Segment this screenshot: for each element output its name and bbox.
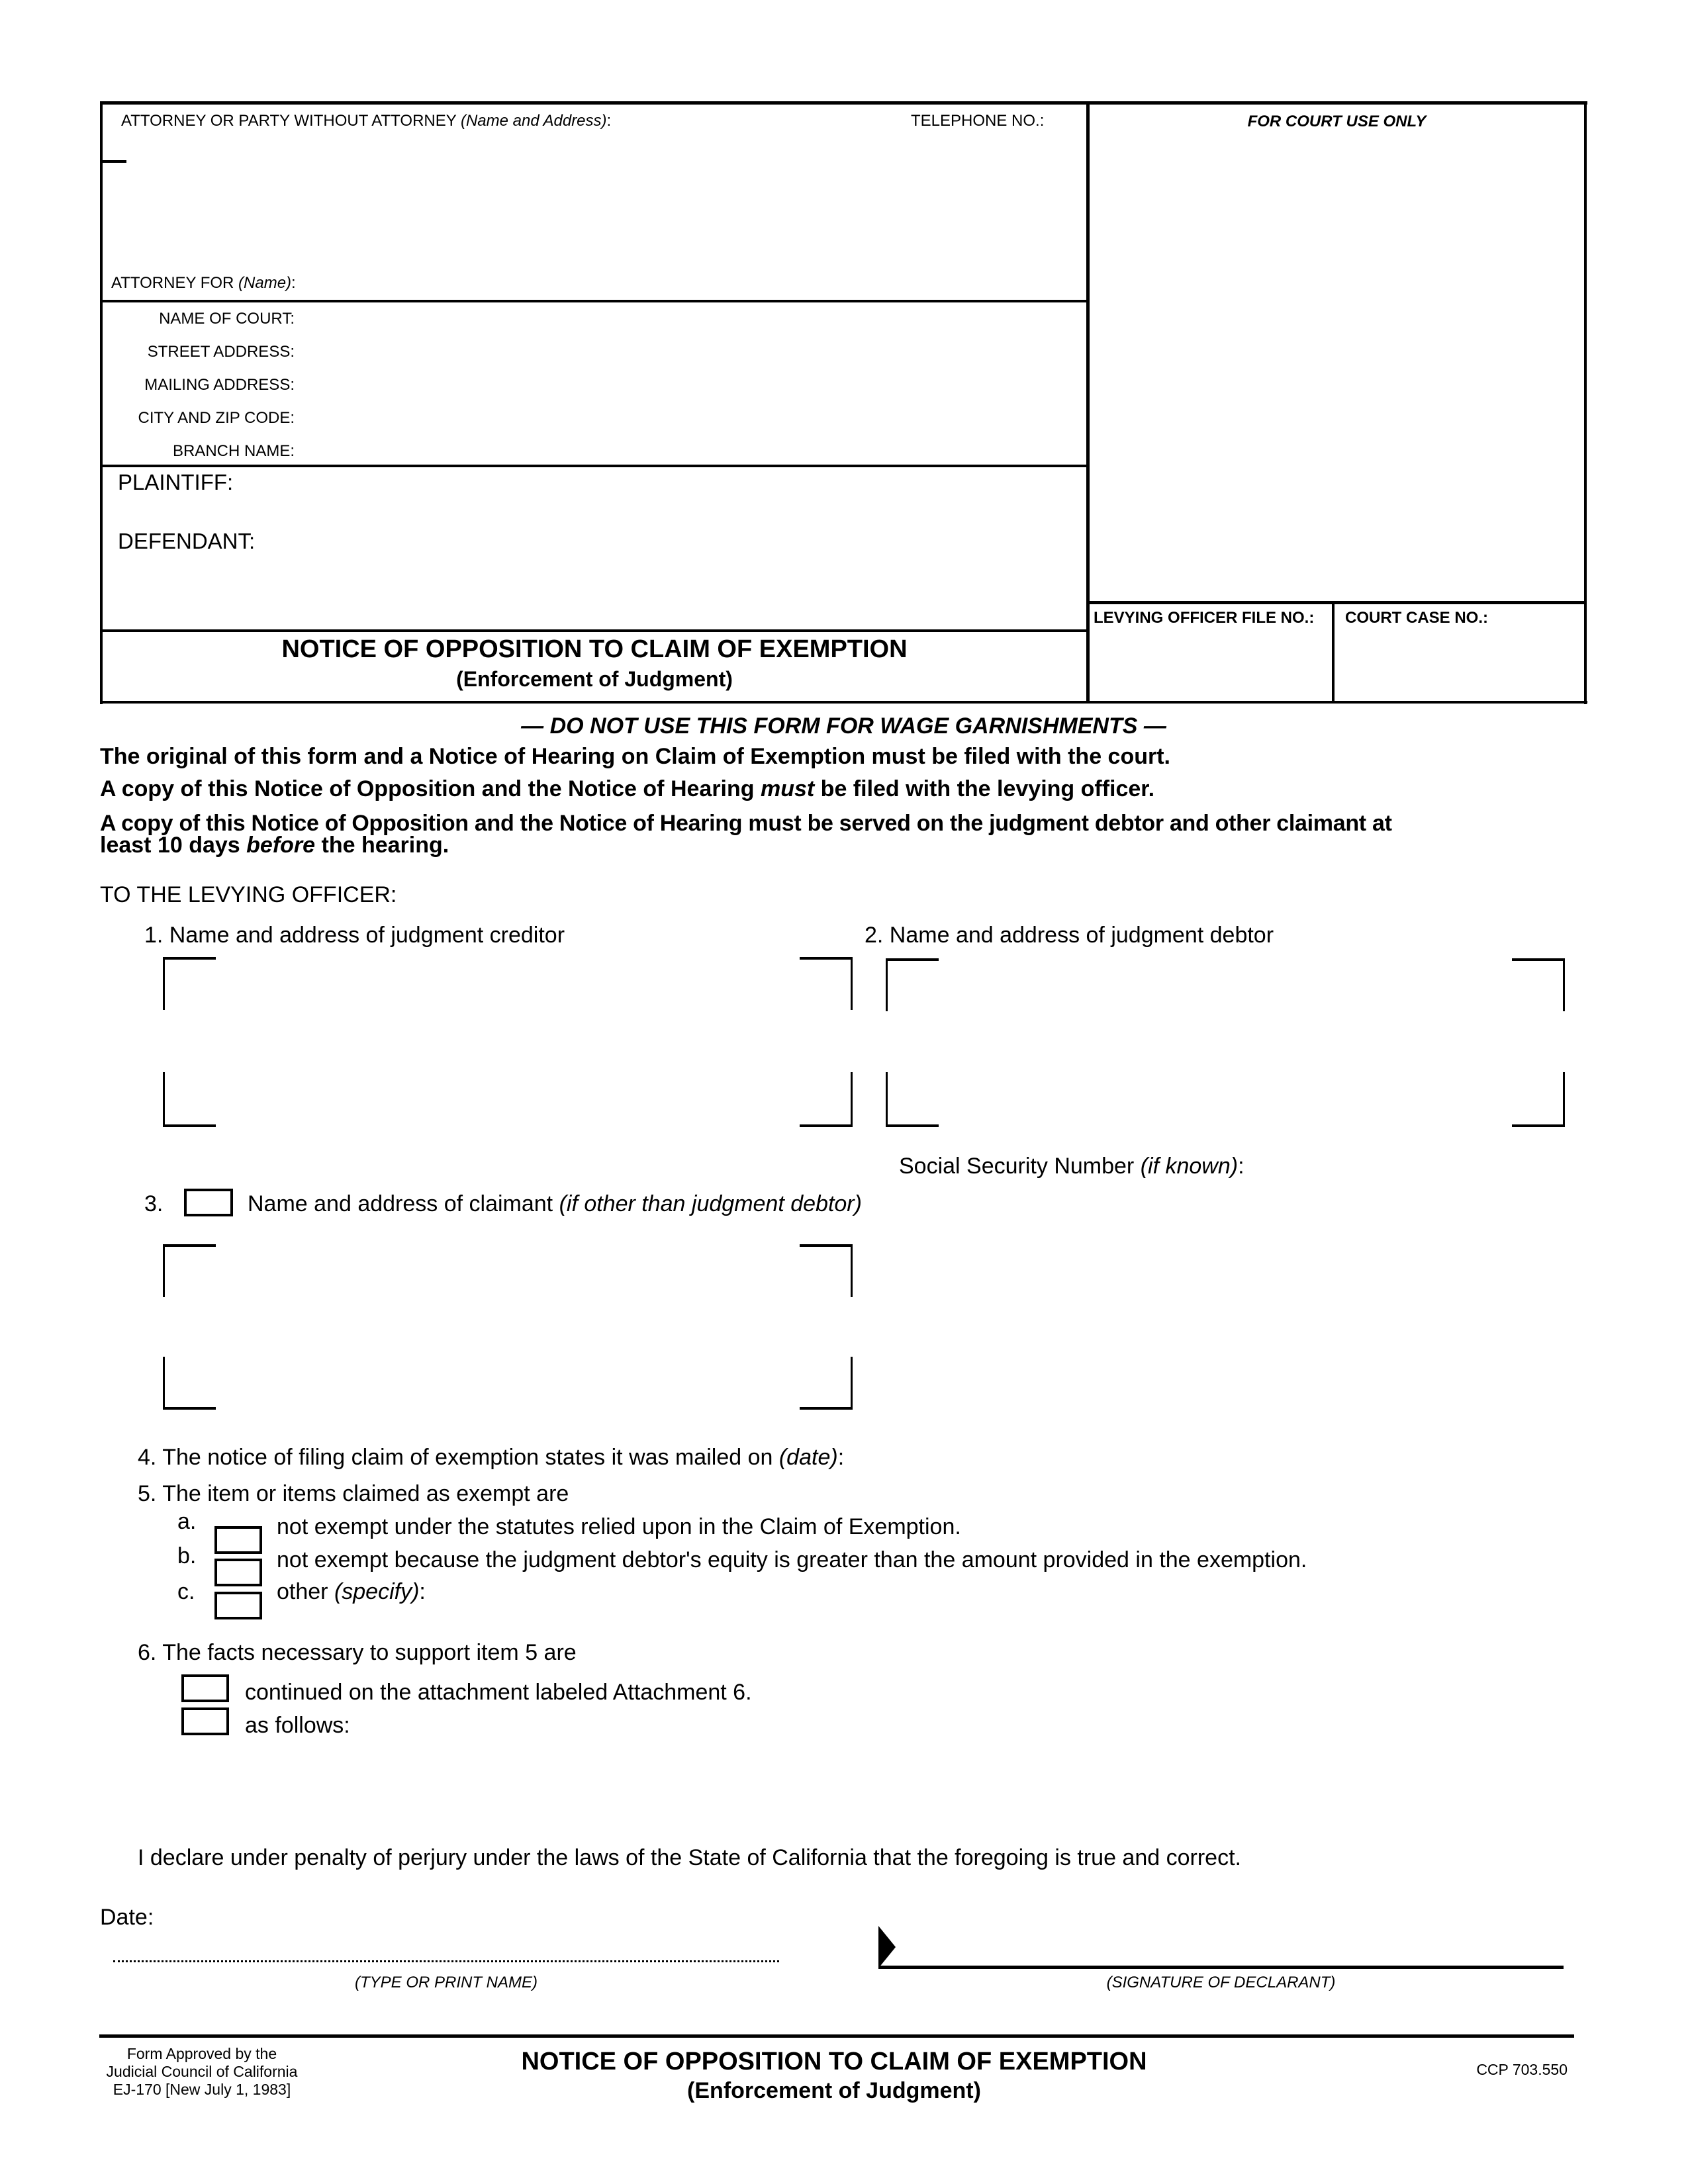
item-4-label: 4. The notice of filing claim of exemption states it was mailed on (date): — [138, 1445, 845, 1470]
court-street-label: STREET ADDRESS: — [147, 343, 295, 361]
item-1-label: 1. Name and address of judgment creditor — [144, 923, 565, 948]
court-use-only-label: FOR COURT USE ONLY — [1247, 113, 1427, 130]
form-title: NOTICE OF OPPOSITION TO CLAIM OF EXEMPTION — [281, 635, 908, 663]
item-6-label: 6. The facts necessary to support item 5 are — [138, 1640, 577, 1665]
footer-code: CCP 703.550 — [1476, 2061, 1568, 2078]
defendant-field[interactable] — [258, 528, 1075, 556]
row-divider-attorney — [100, 300, 1088, 302]
item-3-checkbox[interactable] — [184, 1189, 233, 1216]
debtor-address-field[interactable] — [902, 970, 1550, 1118]
frame-left — [100, 101, 103, 704]
print-name-field[interactable] — [113, 1931, 782, 1960]
date-field[interactable] — [165, 1902, 565, 1930]
wage-garnishment-warning: — DO NOT USE THIS FORM FOR WAGE GARNISHMENTS — — [521, 713, 1166, 739]
instruction-line-3b: least 10 days before the hearing. — [100, 833, 449, 858]
row-divider-file-no — [1086, 601, 1587, 604]
attorney-label: ATTORNEY OR PARTY WITHOUT ATTORNEY (Name and Address): — [121, 112, 612, 130]
item-3-number: 3. — [144, 1191, 164, 1216]
court-name-field[interactable] — [305, 308, 1075, 331]
signature-arrow-icon — [878, 1926, 896, 1968]
ssn-label: Social Security Number (if known): — [899, 1154, 1244, 1179]
item-5a-text: not exempt under the statutes relied upon in the Claim of Exemption. — [277, 1514, 961, 1539]
court-city-zip-field[interactable] — [305, 408, 1075, 430]
court-branch-label: BRANCH NAME: — [172, 442, 295, 460]
row-divider-parties — [100, 629, 1088, 632]
mailed-date-field[interactable] — [927, 1443, 1327, 1471]
defendant-label: DEFENDANT: — [118, 529, 256, 553]
item-5c-letter: c. — [177, 1579, 195, 1604]
item-2-label: 2. Name and address of judgment debtor — [865, 923, 1274, 948]
date-label: Date: — [100, 1905, 154, 1930]
item-5c-text: other (specify): — [277, 1579, 426, 1604]
file-no-divider — [1332, 601, 1335, 704]
footer-rule — [99, 2034, 1574, 2038]
signature-caption: (SIGNATURE OF DECLARANT) — [1106, 1974, 1336, 1991]
item-6-as-follows-text: as follows: — [245, 1713, 350, 1738]
instruction-line-3a: A copy of this Notice of Opposition and the Notice of Hearing must be served on the judgment debtor and other claimant at — [100, 811, 1392, 836]
print-name-line — [113, 1960, 779, 1962]
attorney-name-address-field[interactable] — [132, 165, 1062, 267]
item-6-attachment-checkbox[interactable] — [181, 1674, 229, 1702]
court-case-label: COURT CASE NO.: — [1345, 609, 1488, 627]
instruction-line-2: A copy of this Notice of Opposition and the Notice of Hearing must be filed with the levying officer. — [100, 776, 1155, 801]
attorney-for-label: ATTORNEY FOR (Name): — [111, 274, 296, 292]
frame-right — [1584, 101, 1587, 704]
item-6-as-follows-checkbox[interactable] — [181, 1707, 229, 1735]
court-mailing-label: MAILING ADDRESS: — [144, 376, 295, 394]
signature-line — [878, 1966, 1564, 1969]
row-divider-court — [100, 465, 1088, 467]
creditor-address-field[interactable] — [179, 970, 837, 1118]
court-case-field[interactable] — [1342, 635, 1580, 663]
item-5b-text: not exempt because the judgment debtor's equity is greater than the amount provided in the exemption. — [277, 1547, 1307, 1572]
column-divider — [1086, 101, 1090, 704]
court-name-label: NAME OF COURT: — [159, 310, 295, 328]
footer-approved-line-2: Judicial Council of California — [106, 2063, 298, 2080]
footer-subtitle: (Enforcement of Judgment) — [687, 2078, 981, 2103]
attorney-for-field[interactable] — [311, 270, 1075, 295]
court-mailing-field[interactable] — [305, 375, 1075, 397]
levying-officer-file-field[interactable] — [1094, 635, 1328, 663]
frame-bottom — [100, 701, 1587, 704]
tick-mark — [101, 160, 126, 163]
levying-officer-file-label: LEVYING OFFICER FILE NO.: — [1094, 609, 1315, 627]
item-5-label: 5. The item or items claimed as exempt are — [138, 1481, 569, 1506]
item-5b-letter: b. — [177, 1543, 197, 1569]
telephone-label: TELEPHONE NO.: — [911, 112, 1045, 130]
claimant-address-field[interactable] — [179, 1257, 837, 1399]
plaintiff-field[interactable] — [238, 470, 1075, 498]
print-name-caption: (TYPE OR PRINT NAME) — [354, 1974, 538, 1991]
footer-title: NOTICE OF OPPOSITION TO CLAIM OF EXEMPTION — [521, 2048, 1147, 2075]
item-5b-checkbox[interactable] — [214, 1559, 262, 1586]
item-6-facts-field[interactable] — [371, 1711, 1552, 1833]
item-6-attachment-text: continued on the attachment labeled Attachment 6. — [245, 1680, 752, 1705]
court-street-field[interactable] — [305, 341, 1075, 364]
form-subtitle: (Enforcement of Judgment) — [456, 667, 733, 691]
item-5c-specify-field[interactable] — [450, 1578, 1545, 1606]
footer-approved-line-1: Form Approved by the — [126, 2045, 277, 2062]
to-levying-officer-label: TO THE LEVYING OFFICER: — [100, 882, 397, 907]
frame-top — [100, 101, 1587, 105]
signature-field[interactable] — [907, 1931, 1565, 1964]
court-branch-field[interactable] — [305, 441, 1075, 463]
item-5a-letter: a. — [177, 1509, 197, 1534]
instruction-line-1: The original of this form and a Notice of Hearing on Claim of Exemption must be filed with the court. — [100, 744, 1170, 769]
ssn-field[interactable] — [1281, 1152, 1562, 1179]
item-5a-checkbox[interactable] — [214, 1526, 262, 1554]
item-3-label: Name and address of claimant (if other than judgment debtor) — [248, 1191, 862, 1216]
plaintiff-label: PLAINTIFF: — [118, 470, 234, 494]
court-city-zip-label: CITY AND ZIP CODE: — [138, 409, 295, 427]
footer-form-number: EJ-170 [New July 1, 1983] — [113, 2081, 291, 2098]
telephone-field[interactable] — [914, 136, 1082, 161]
item-5c-checkbox[interactable] — [214, 1592, 262, 1619]
declaration-text: I declare under penalty of perjury under the laws of the State of California that the foregoing is true and correct. — [138, 1845, 1241, 1870]
